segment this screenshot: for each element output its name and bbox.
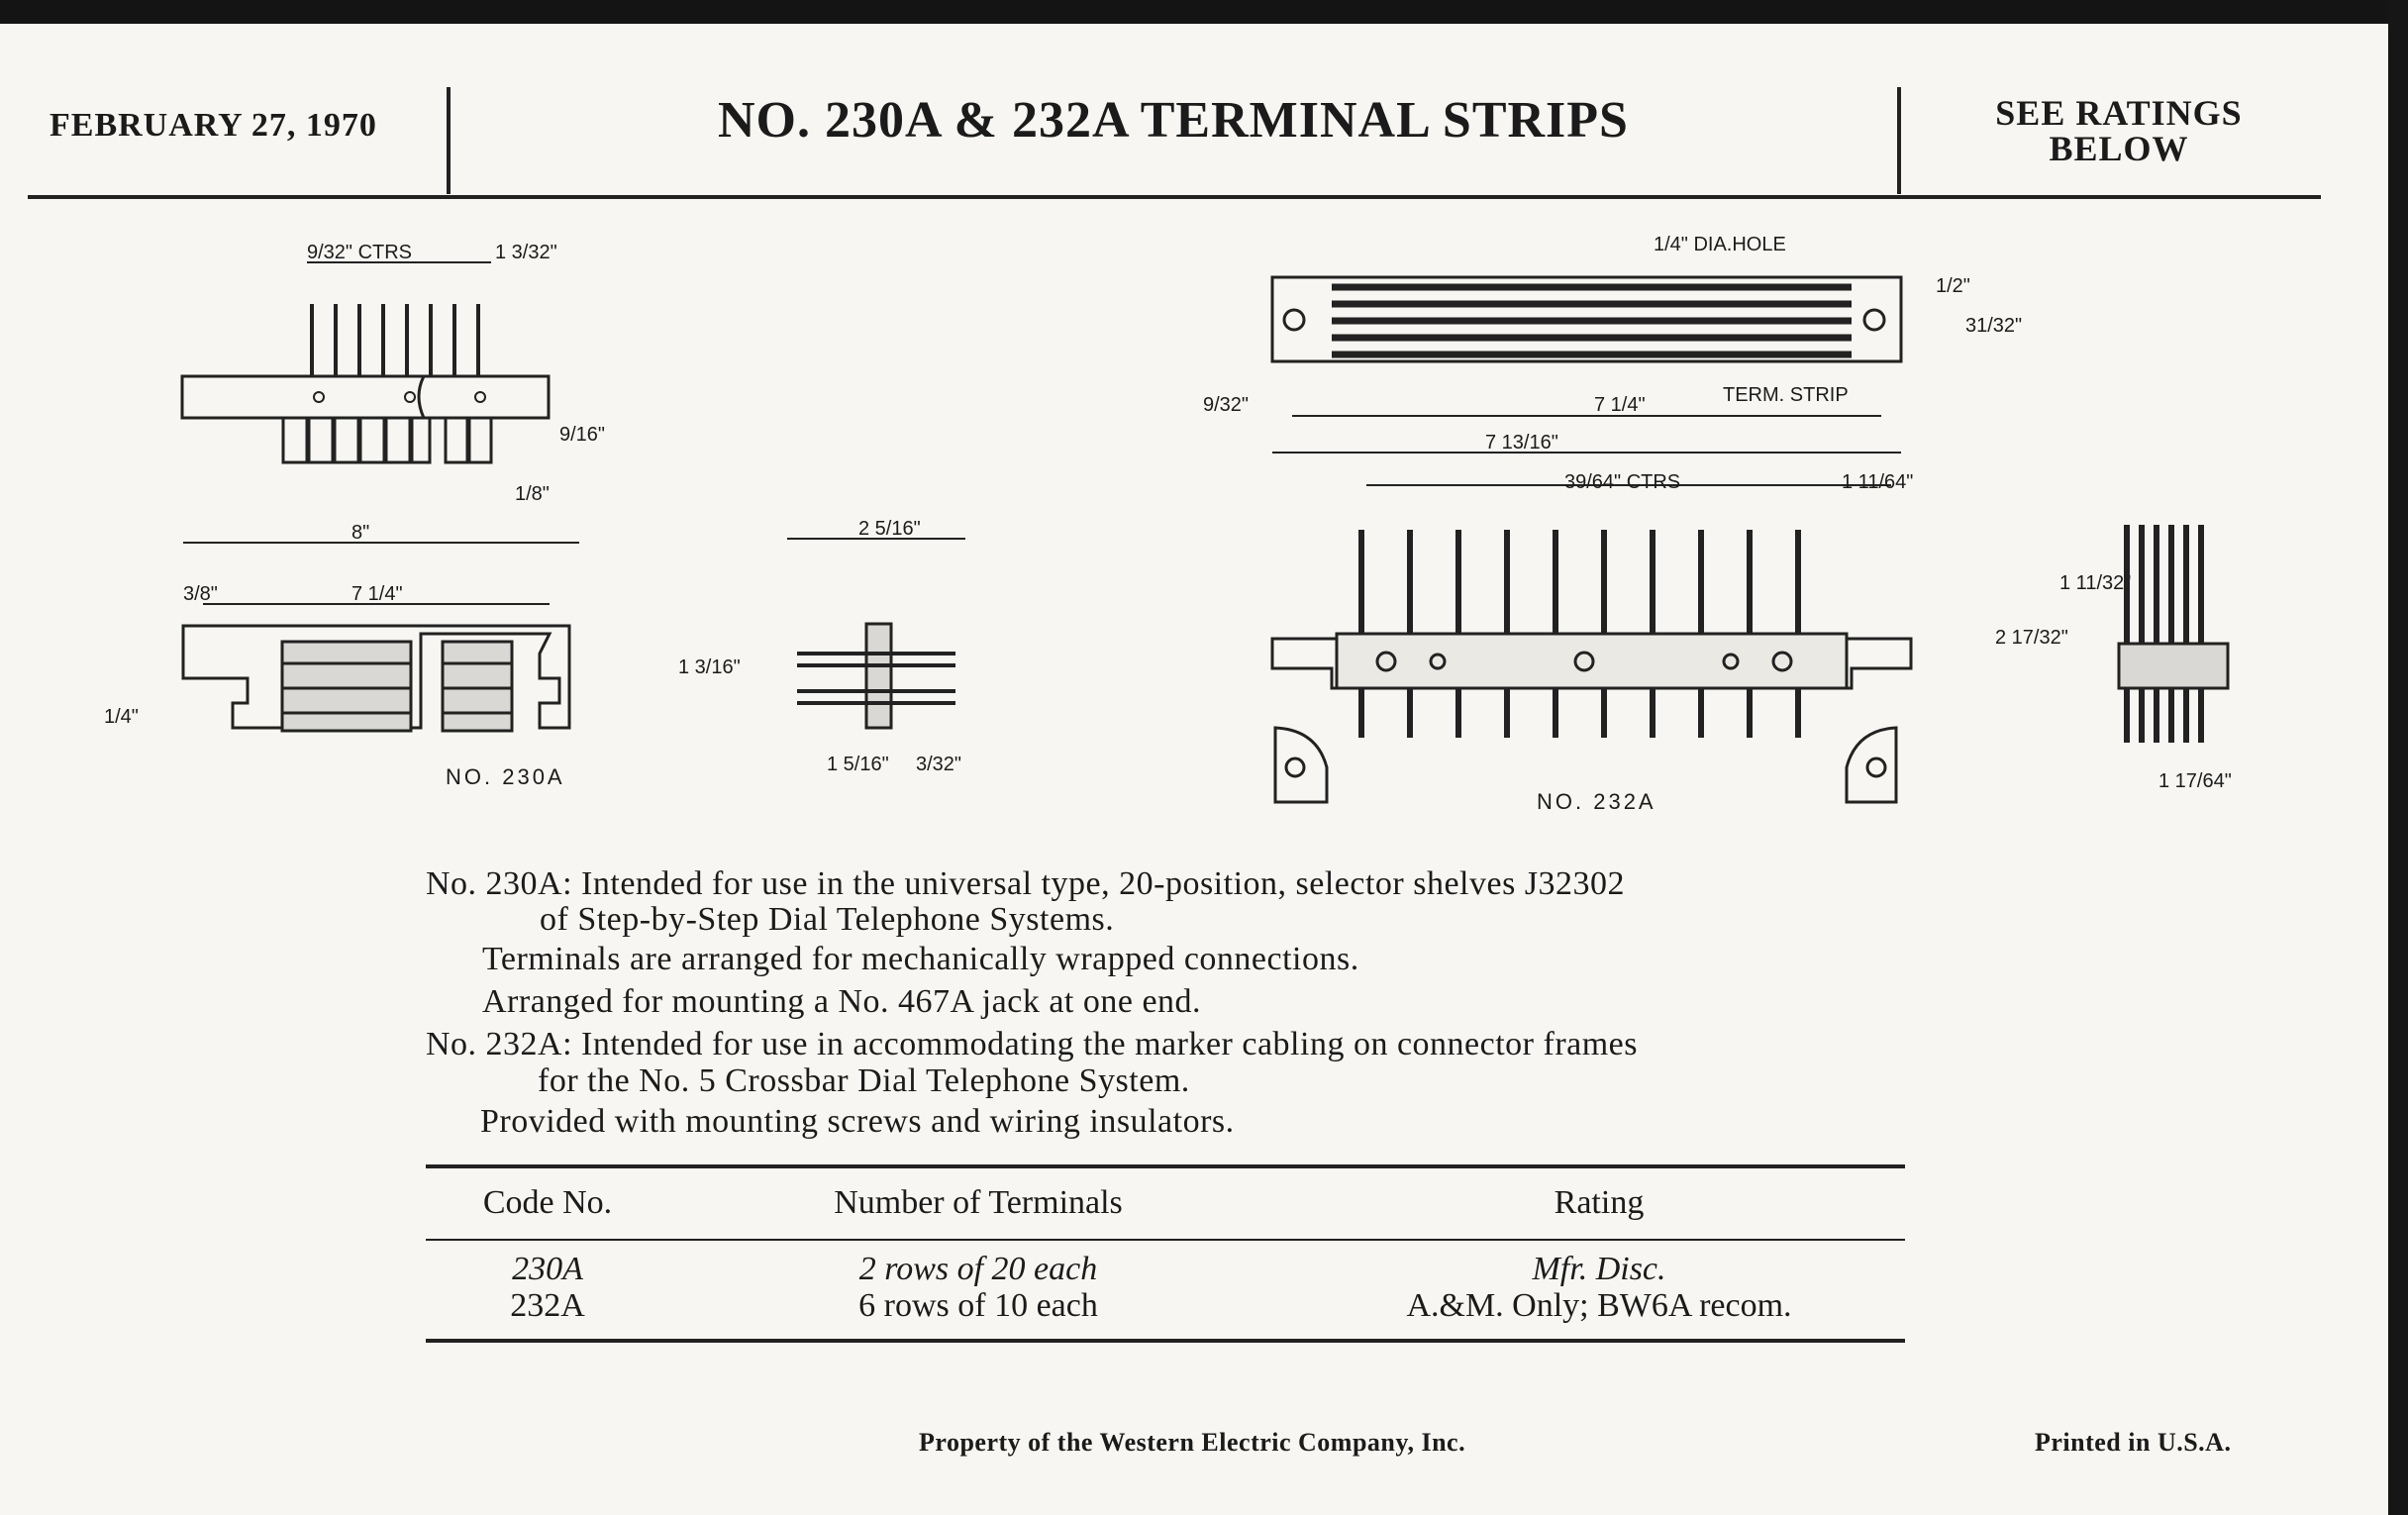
scan-top-edge (0, 0, 2408, 24)
ratings-note (1911, 95, 2327, 166)
dim-len-232: 7 13/16" (1485, 432, 1558, 454)
dim-slot-230: 1/4" (104, 706, 139, 728)
footer-property: Property of the Western Electric Company, Inc. (919, 1428, 1466, 1457)
issue-date: FEBRUARY 27, 1970 (50, 107, 377, 144)
cell-terminals-232a: 6 rows of 10 each (858, 1287, 1098, 1324)
dim-side-h: 2 17/32" (1995, 627, 2068, 649)
page-title: NO. 230A & 232A TERMINAL STRIPS (718, 92, 1629, 149)
desc-terminals: Terminals are arranged for mechanically wrapped connections. (482, 941, 1359, 977)
cell-code-230a: 230A (512, 1251, 583, 1287)
dim-h-232: 31/32" (1965, 315, 2023, 337)
figure-230a-side (777, 518, 975, 802)
ratings-note-line2: BELOW (2049, 129, 2189, 168)
figure-label-232a: NO. 232A (1537, 789, 1656, 814)
term-strip-label: TERM. STRIP (1723, 384, 1849, 406)
desc-232a-line1: No. 232A: Intended for use in accommodating the marker cabling on connector frames (426, 1026, 1638, 1062)
cell-terminals-230a: 2 rows of 20 each (858, 1251, 1098, 1287)
cell-code-232a: 232A (510, 1287, 585, 1324)
dim-len-230: 8" (351, 522, 370, 544)
table-bottom-rule (426, 1339, 1905, 1343)
dim-inner-230: 7 1/4" (351, 583, 403, 605)
figure-230a-top (168, 233, 604, 530)
desc-232a-line2: for the No. 5 Crossbar Dial Telephone System. (538, 1062, 1190, 1099)
header-divider-right (1897, 87, 1901, 194)
figure-230a-front (94, 522, 741, 792)
dim-inner-232: 7 1/4" (1594, 394, 1646, 416)
desc-screws: Provided with mounting screws and wiring insulators. (480, 1103, 1235, 1140)
dim-side-b: 3/32" (916, 754, 962, 775)
table-header-rule (426, 1239, 1905, 1241)
dim-off-230: 3/8" (183, 583, 218, 605)
dim-h-230: 1 3/16" (678, 656, 741, 678)
scan-right-edge (2388, 0, 2408, 1515)
desc-230a-line2: of Step-by-Step Dial Telephone Systems. (540, 901, 1115, 938)
desc-230a-line1: No. 230A: Intended for use in the universal type, 20-position, selector shelves J32302 (426, 865, 1626, 902)
col-header-terminals: Number of Terminals (834, 1184, 1123, 1221)
dim-ctrs-232: 39/64" CTRS (1564, 471, 1681, 493)
dim-pin-230: 1/8" (515, 483, 550, 505)
dim-side-a: 1 5/16" (827, 754, 889, 775)
dim-side-w2: 1 17/64" (2158, 770, 2232, 792)
desc-jack: Arranged for mounting a No. 467A jack at one end. (482, 983, 1202, 1020)
dim-side-w: 2 5/16" (858, 518, 921, 540)
dim-hole: 1/4" DIA.HOLE (1654, 234, 1786, 255)
dim-edge-232: 9/32" (1203, 394, 1250, 416)
figure-232a-side (1995, 515, 2253, 802)
table-top-rule (426, 1164, 1905, 1168)
header-rule (28, 195, 2321, 199)
figure-label-230a: NO. 230A (446, 764, 565, 789)
figure-232a-top (1198, 233, 2023, 470)
dim-edge-230: 1 3/32" (495, 242, 557, 263)
col-header-rating: Rating (1554, 1184, 1645, 1221)
cell-rating-230a: Mfr. Disc. (1532, 1251, 1666, 1287)
col-header-code: Code No. (482, 1184, 613, 1221)
ratings-note-line1: SEE RATINGS (1995, 93, 2243, 133)
dim-w-232: 1/2" (1936, 275, 1970, 297)
dim-depth-230: 9/16" (559, 424, 606, 446)
dim-end-232: 1 11/64" (1842, 471, 1914, 493)
cell-rating-232a: A.&M. Only; BW6A recom. (1406, 1287, 1792, 1324)
footer-printed: Printed in U.S.A. (2035, 1428, 2232, 1457)
dim-side-h2: 1 11/32" (2059, 572, 2132, 594)
figure-232a-front (1257, 470, 1931, 827)
dim-ctrs-230: 9/32" CTRS (307, 242, 413, 263)
